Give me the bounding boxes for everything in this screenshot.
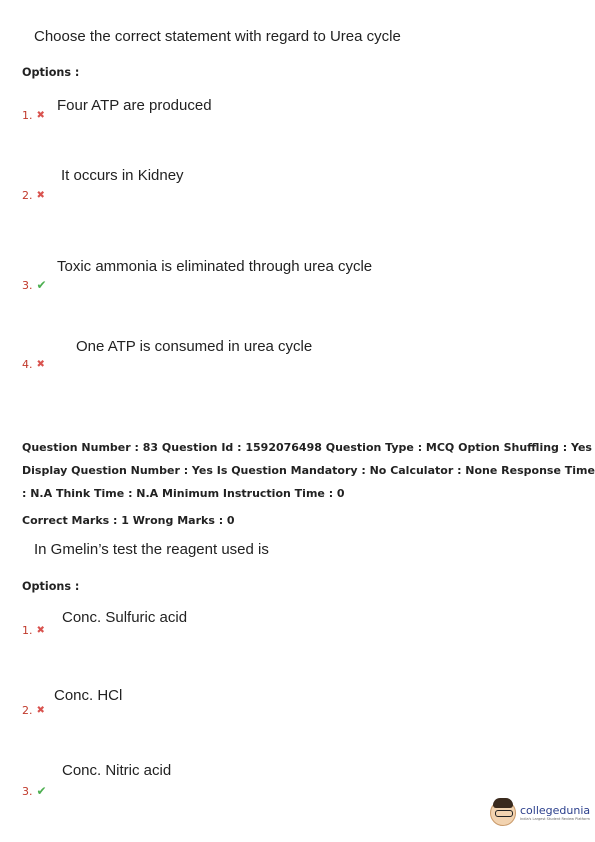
option-number [22,624,45,637]
option-number-label: 4. [22,358,33,371]
option-number-label: 3. [22,784,33,798]
option-text: Conc. HCl [54,687,123,704]
cross-icon: ✖ [36,190,45,201]
option-text: Conc. Nitric acid [62,762,172,779]
check-icon: ✔ [36,784,47,798]
option-number [22,189,45,202]
marks-info: Correct Marks : 1 Wrong Marks : 0 [22,514,235,527]
option-text: Four ATP are produced [57,97,212,114]
option-text: It occurs in Kidney [61,167,184,184]
collegedunia-logo [490,800,590,826]
question-text: In Gmelin’s test the reagent used is [34,541,269,558]
option-number-label: 1. [22,109,33,122]
option-number-label: 2. [22,704,33,717]
options-label: Options : [22,66,80,79]
cross-icon: ✖ [36,625,45,636]
cross-icon: ✖ [36,705,45,716]
options-label: Options : [22,580,80,593]
option-text: One ATP is consumed in urea cycle [76,338,313,355]
logo-name [520,805,590,816]
question-meta: Question Number : 83 Question Id : 1592076498 Question Type : MCQ Option Shuffling : Yes [22,441,592,454]
option-number [22,358,45,371]
cross-icon: ✖ [36,359,45,370]
option-number-label: 1. [22,624,33,637]
question-meta: Display Question Number : Yes Is Question Mandatory : No Calculator : None Response Time [22,464,595,477]
logo-text [520,805,590,822]
logo-tagline: India's Largest Student Review Platform [520,816,590,821]
question-meta: : N.A Think Time : N.A Minimum Instruction Time : 0 [22,487,345,500]
question-text: Choose the correct statement with regard to Urea cycle [34,28,401,45]
logo-name-main: collegedunia [520,803,591,817]
option-number [22,109,45,122]
option-number [22,278,47,292]
option-number [22,704,45,717]
option-number-label: 2. [22,189,33,202]
option-number [22,784,47,798]
option-number-label: 3. [22,278,33,292]
logo-mascot-icon [490,800,516,826]
option-text: Conc. Sulfuric acid [62,609,188,626]
cross-icon: ✖ [36,110,45,121]
option-text: Toxic ammonia is eliminated through urea cycle [57,258,373,275]
check-icon: ✔ [36,278,47,292]
